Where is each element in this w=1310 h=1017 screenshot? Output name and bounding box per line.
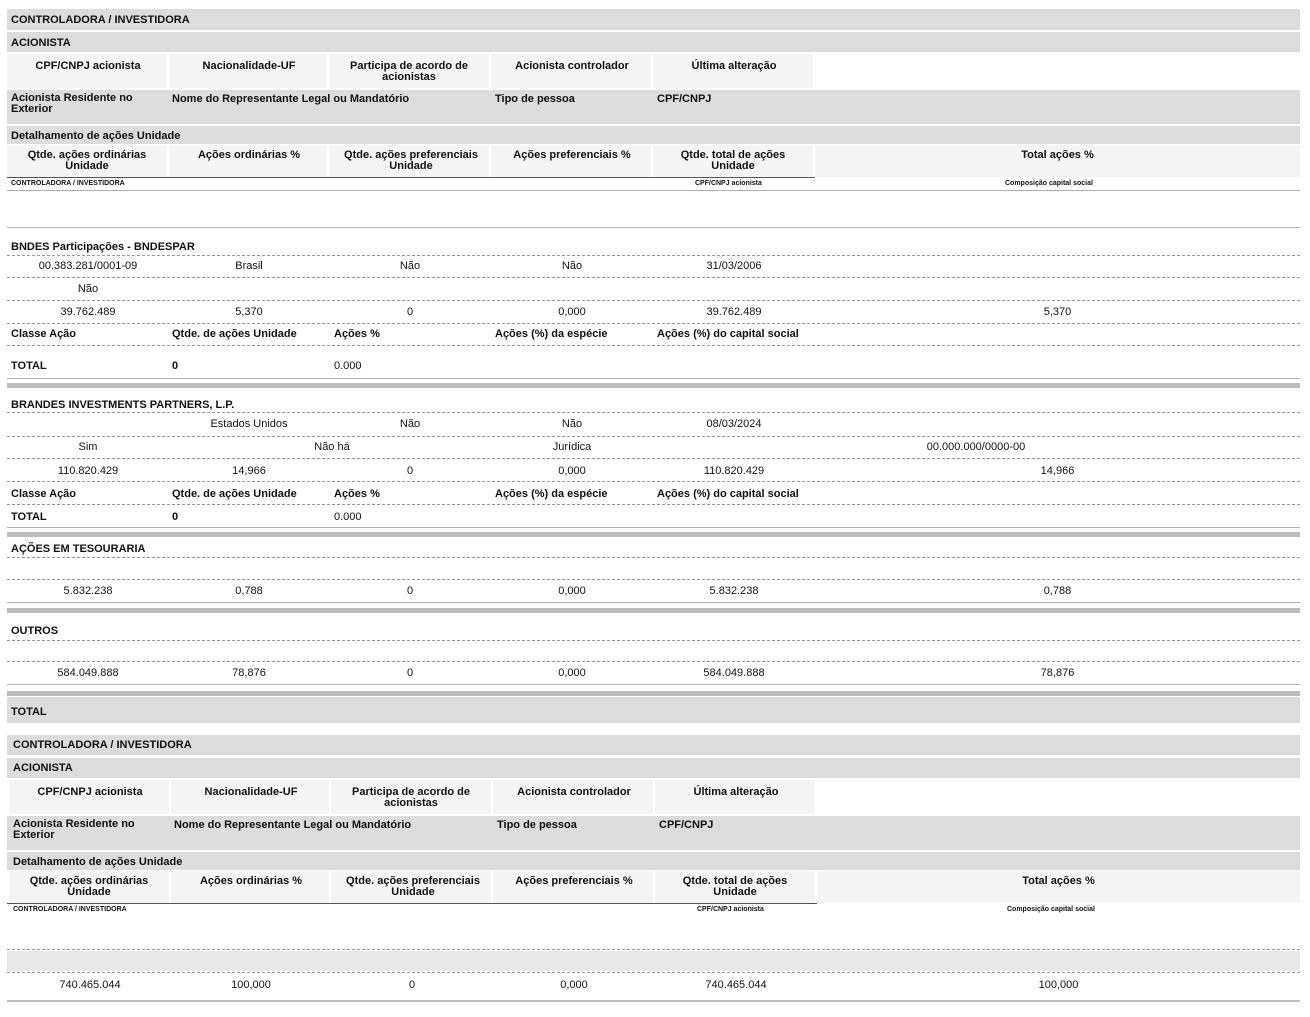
col-cpf-cnpj-2: CPF/CNPJ acionista xyxy=(37,786,143,798)
col-cpf-cnpj-rep-2: CPF/CNPJ xyxy=(659,819,714,831)
bndes-name: BNDES Participações - BNDESPAR xyxy=(11,241,195,253)
brandes-residente: Sim xyxy=(78,441,98,453)
bndes-ultima-alteracao: 31/03/2006 xyxy=(706,260,762,272)
bndes-qtde-acoes: Qtde. de ações Unidade xyxy=(172,328,297,340)
bndes-qtde-ordinarias: 39.762.489 xyxy=(60,306,116,318)
col-cpf-cnpj-rep: CPF/CNPJ xyxy=(657,93,712,105)
acionista-title-2: ACIONISTA xyxy=(13,762,73,774)
bndes-acordo: Não xyxy=(399,260,421,272)
brandes-cpf-rep: 00.000.000/0000-00 xyxy=(926,441,1026,453)
outros-qtde-total: 584.049.888 xyxy=(703,667,765,679)
brandes-classe-acao: Classe Ação xyxy=(11,488,77,500)
col-total-pct: Total ações % xyxy=(1021,149,1094,161)
tesouraria-qtde-total: 5.832.238 xyxy=(709,585,759,597)
col-acordo: Participa de acordo de acionistas xyxy=(350,60,468,83)
col-cpf-cnpj: CPF/CNPJ acionista xyxy=(35,60,141,72)
brandes-total-qtde: 0 xyxy=(172,511,179,523)
brandes-acoes-capital: Ações (%) do capital social xyxy=(657,488,799,500)
col-tipo-pessoa-2: Tipo de pessoa xyxy=(497,819,577,831)
brandes-qtde-total: 110.820.429 xyxy=(703,465,765,477)
tiny-cpf: CPF/CNPJ acionista xyxy=(695,180,762,187)
col-representante-2: Nome do Representante Legal ou Mandatório xyxy=(174,819,412,831)
tesouraria-qtde-ordinarias: 5.832.238 xyxy=(63,585,113,597)
bndes-cpf: 00.383.281/0001-09 xyxy=(38,260,138,272)
brandes-ultima-alteracao: 08/03/2024 xyxy=(706,418,762,430)
tiny-composicao: Composição capital social xyxy=(1005,180,1093,187)
col-nacionalidade: Nacionalidade-UF xyxy=(202,60,296,72)
col-qtde-preferenciais: Qtde. ações preferenciais Unidade xyxy=(344,149,478,172)
bndes-total-qtde: 0 xyxy=(172,360,179,372)
tiny-cpf-2: CPF/CNPJ acionista xyxy=(697,906,764,913)
bndes-residente: Não xyxy=(77,283,99,295)
brandes-acoes-especie: Ações (%) da espécie xyxy=(495,488,608,500)
tiny-controladora: CONTROLADORA / INVESTIDORA xyxy=(11,180,125,187)
tesouraria-ordinarias-pct: 0,788 xyxy=(235,585,263,597)
brandes-ordinarias-pct: 14,966 xyxy=(232,465,266,477)
bndes-acoes-capital: Ações (%) do capital social xyxy=(657,328,799,340)
col-representante: Nome do Representante Legal ou Mandatório xyxy=(172,93,410,105)
outros-qtde-ordinarias: 584.049.888 xyxy=(57,667,119,679)
col-ordinarias-pct-2: Ações ordinárias % xyxy=(199,875,303,887)
total-bar xyxy=(7,697,1300,723)
col-qtde-ordinarias-2: Qtde. ações ordinárias Unidade xyxy=(29,875,149,898)
col-controlador: Acionista controlador xyxy=(515,60,629,72)
col-controlador-2: Acionista controlador xyxy=(517,786,631,798)
bndes-preferenciais-pct: 0,000 xyxy=(558,306,586,318)
brandes-preferenciais-pct: 0,000 xyxy=(558,465,586,477)
col-total-pct-2: Total ações % xyxy=(1022,875,1095,887)
outros-name: OUTROS xyxy=(11,625,59,637)
brandes-total-pct: 14,966 xyxy=(1040,465,1075,477)
col-qtde-ordinarias: Qtde. ações ordinárias Unidade xyxy=(27,149,147,172)
total-label: TOTAL xyxy=(11,706,47,718)
bndes-total-pct: 5,370 xyxy=(1043,306,1072,318)
brandes-acordo: Não xyxy=(399,418,421,430)
bndes-acoes-especie: Ações (%) da espécie xyxy=(495,328,608,340)
tesouraria-qtde-preferenciais: 0 xyxy=(406,585,414,597)
col-residente: Acionista Residente no Exterior xyxy=(11,92,133,115)
outros-ordinarias-pct: 78,876 xyxy=(232,667,266,679)
bndes-classe-acao: Classe Ação xyxy=(11,328,77,340)
col-ordinarias-pct: Ações ordinárias % xyxy=(197,149,301,161)
brandes-tipo-pessoa: Jurídica xyxy=(552,441,592,453)
tesouraria-name: AÇÕES EM TESOURARIA xyxy=(11,543,146,555)
col-tipo-pessoa: Tipo de pessoa xyxy=(495,93,575,105)
outros-preferenciais-pct: 0,000 xyxy=(558,667,586,679)
brandes-qtde-acoes: Qtde. de ações Unidade xyxy=(172,488,297,500)
outros-total-pct: 78,876 xyxy=(1040,667,1075,679)
grand-preferenciais-pct: 0,000 xyxy=(560,979,588,991)
bndes-controlador: Não xyxy=(561,260,583,272)
col-ultima-alteracao: Última alteração xyxy=(691,60,777,72)
brandes-qtde-preferenciais: 0 xyxy=(406,465,414,477)
tesouraria-preferenciais-pct: 0,000 xyxy=(558,585,586,597)
brandes-acoes-pct: Ações % xyxy=(334,488,380,500)
brandes-controlador: Não xyxy=(561,418,583,430)
bndes-acoes-pct: Ações % xyxy=(334,328,380,340)
col-preferenciais-pct-2: Ações preferenciais % xyxy=(515,875,633,887)
bndes-qtde-preferenciais: 0 xyxy=(406,306,414,318)
col-residente-2: Acionista Residente no Exterior xyxy=(13,818,135,841)
brandes-nacionalidade: Estados Unidos xyxy=(210,418,288,430)
col-nacionalidade-2: Nacionalidade-UF xyxy=(204,786,298,798)
grand-qtde-ordinarias: 740.465.044 xyxy=(59,979,121,991)
grand-ordinarias-pct: 100,000 xyxy=(231,979,271,991)
controladora-title-2: CONTROLADORA / INVESTIDORA xyxy=(13,739,192,751)
col-preferenciais-pct: Ações preferenciais % xyxy=(513,149,631,161)
col-acordo-2: Participa de acordo de acionistas xyxy=(352,786,470,809)
detalhamento-title: Detalhamento de ações Unidade xyxy=(11,130,181,142)
brandes-qtde-ordinarias: 110.820.429 xyxy=(57,465,119,477)
detalhamento-title-2: Detalhamento de ações Unidade xyxy=(13,856,183,868)
controladora-title: CONTROLADORA / INVESTIDORA xyxy=(11,14,190,26)
grand-total-pct: 100,000 xyxy=(1038,979,1079,991)
brandes-name: BRANDES INVESTMENTS PARTNERS, L.P. xyxy=(11,399,235,411)
grand-qtde-total: 740.465.044 xyxy=(705,979,767,991)
tiny-composicao-2: Composição capital social xyxy=(1007,906,1095,913)
brandes-total-label: TOTAL xyxy=(11,511,47,523)
col-ultima-alteracao-2: Última alteração xyxy=(693,786,779,798)
bndes-ordinarias-pct: 5,370 xyxy=(235,306,263,318)
bndes-total-pct-value: 0.000 xyxy=(334,360,362,372)
outros-qtde-preferenciais: 0 xyxy=(406,667,414,679)
tiny-controladora-2: CONTROLADORA / INVESTIDORA xyxy=(13,906,127,913)
brandes-representante: Não há xyxy=(314,441,350,453)
grand-qtde-preferenciais: 0 xyxy=(408,979,416,991)
col-qtde-total-2: Qtde. total de ações Unidade xyxy=(682,875,788,898)
brandes-total-pct-value: 0.000 xyxy=(334,511,362,523)
bndes-total-label: TOTAL xyxy=(11,360,47,372)
col-qtde-preferenciais-2: Qtde. ações preferenciais Unidade xyxy=(346,875,480,898)
acionista-title: ACIONISTA xyxy=(11,37,71,49)
tesouraria-total-pct: 0,788 xyxy=(1043,585,1072,597)
bndes-qtde-total: 39.762.489 xyxy=(706,306,762,318)
bndes-nacionalidade: Brasil xyxy=(235,260,263,272)
col-qtde-total: Qtde. total de ações Unidade xyxy=(680,149,786,172)
